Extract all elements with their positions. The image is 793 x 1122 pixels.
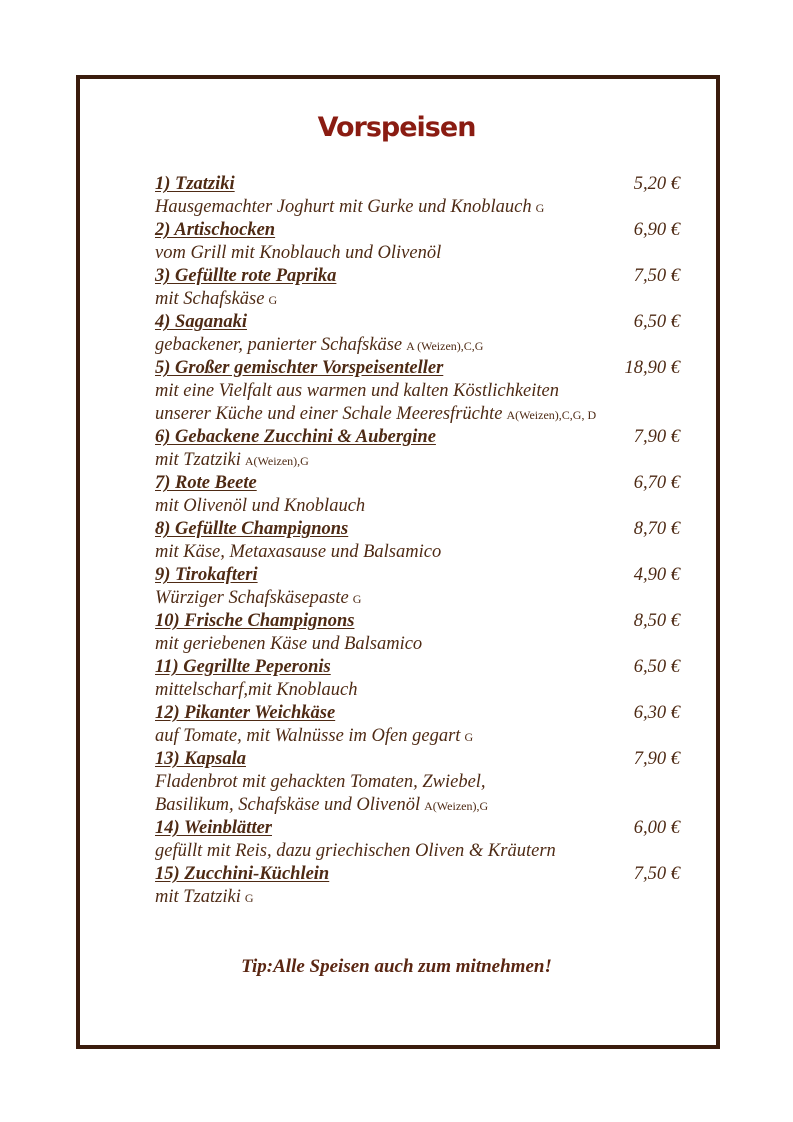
menu-item-header: [155, 357, 685, 380]
menu-item-price: 18,90 €: [624, 358, 680, 378]
menu-item-name: 6) Gebackene Zucchini & Aubergine: [155, 427, 436, 447]
allergen-code: A (Weizen),C,G: [406, 339, 484, 353]
menu-item-price: 7,90 €: [633, 427, 680, 447]
menu-item-description: Basilikum, Schafskäse und Olivenöl A(Weizen),G: [155, 795, 489, 815]
menu-item-name: 1) Tzatziki: [155, 174, 235, 194]
menu-item-name: 14) Weinblätter: [155, 818, 272, 838]
menu-item-price: 6,50 €: [633, 657, 680, 677]
menu-item-name: 2) Artischocken: [155, 220, 276, 240]
menu-item-header: [155, 311, 685, 334]
menu-item-price: 7,50 €: [633, 864, 680, 884]
menu-item-price: 5,20 €: [633, 174, 680, 194]
menu-item-header: [155, 219, 685, 242]
allergen-code: G: [268, 293, 278, 307]
menu-item-header: [155, 817, 685, 840]
menu-list: [155, 173, 685, 909]
allergen-code: A(Weizen),C,G, D: [506, 408, 597, 422]
menu-item-header: [155, 656, 685, 679]
menu-item-description: mit eine Vielfalt aus warmen und kalten Köstlichkeiten: [155, 381, 560, 401]
tip-text: Tip:Alle Speisen auch zum mitnehmen!: [241, 956, 552, 977]
menu-item-description: mit Olivenöl und Knoblauch: [155, 496, 366, 516]
menu-item-description: mit Tzatziki A(Weizen),G: [155, 450, 309, 470]
menu-item-name: 3) Gefüllte rote Paprika: [155, 266, 337, 286]
menu-item-header: [155, 265, 685, 288]
menu-item-name: 10) Frische Champignons: [155, 611, 355, 631]
menu-item-name: 9) Tirokafteri: [155, 565, 258, 585]
menu-item-name: 11) Gegrillte Peperonis: [155, 657, 331, 677]
menu-item-price: 4,90 €: [633, 565, 680, 585]
menu-item-description: mit Schafskäse G: [155, 289, 278, 309]
menu-item-header: [155, 610, 685, 633]
menu-item-header: [155, 863, 685, 886]
menu-item-header: [155, 472, 685, 495]
menu-item-description: gebackener, panierter Schafskäse A (Weizen),C,G: [155, 335, 484, 355]
menu-item-price: 6,70 €: [633, 473, 680, 493]
menu-item-header: [155, 173, 685, 196]
menu-item-description: gefüllt mit Reis, dazu griechischen Oliven & Kräutern: [155, 841, 556, 861]
menu-item-price: 6,50 €: [633, 312, 680, 332]
menu-item-description: unserer Küche und einer Schale Meeresfrüchte A(Weizen),C,G, D: [155, 404, 597, 424]
menu-item-name: 13) Kapsala: [155, 749, 246, 769]
menu-item-description: vom Grill mit Knoblauch und Olivenöl: [155, 243, 442, 263]
menu-item-description: Hausgemachter Joghurt mit Gurke und Knoblauch G: [155, 197, 545, 217]
menu-item-header: [155, 564, 685, 587]
menu-item-description: mit geriebenen Käse und Balsamico: [155, 634, 423, 654]
menu-item-description: auf Tomate, mit Walnüsse im Ofen gegart G: [155, 726, 474, 746]
allergen-code: G: [244, 891, 254, 905]
menu-item-name: 12) Pikanter Weichkäse: [155, 703, 336, 723]
allergen-code: A(Weizen),G: [244, 454, 309, 468]
allergen-code: G: [464, 730, 474, 744]
menu-item-name: 15) Zucchini-Küchlein: [155, 864, 330, 884]
menu-item-name: 7) Rote Beete: [155, 473, 257, 493]
menu-item-price: 8,50 €: [633, 611, 680, 631]
menu-item-name: 4) Saganaki: [155, 312, 248, 332]
allergen-code: G: [535, 201, 545, 215]
menu-item-price: 7,50 €: [633, 266, 680, 286]
menu-item-description: Würziger Schafskäsepaste G: [155, 588, 362, 608]
menu-item-header: [155, 748, 685, 771]
allergen-code: G: [352, 592, 362, 606]
menu-item-description: mittelscharf,mit Knoblauch: [155, 680, 358, 700]
page-title: Vorspeisen: [317, 112, 476, 143]
menu-item-description: Fladenbrot mit gehackten Tomaten, Zwiebel,: [155, 772, 486, 792]
menu-item-header: [155, 702, 685, 725]
menu-item-price: 6,30 €: [633, 703, 680, 723]
allergen-code: A(Weizen),G: [424, 799, 489, 813]
menu-item-price: 6,00 €: [633, 818, 680, 838]
menu-item-name: 8) Gefüllte Champignons: [155, 519, 349, 539]
menu-item-price: 8,70 €: [633, 519, 680, 539]
menu-item-price: 6,90 €: [633, 220, 680, 240]
menu-item-header: [155, 518, 685, 541]
menu-item-description: mit Tzatziki G: [155, 887, 254, 907]
menu-item-header: [155, 426, 685, 449]
menu-item-name: 5) Großer gemischter Vorspeisenteller: [155, 358, 444, 378]
menu-item-price: 7,90 €: [633, 749, 680, 769]
menu-item-description: mit Käse, Metaxasause und Balsamico: [155, 542, 442, 562]
